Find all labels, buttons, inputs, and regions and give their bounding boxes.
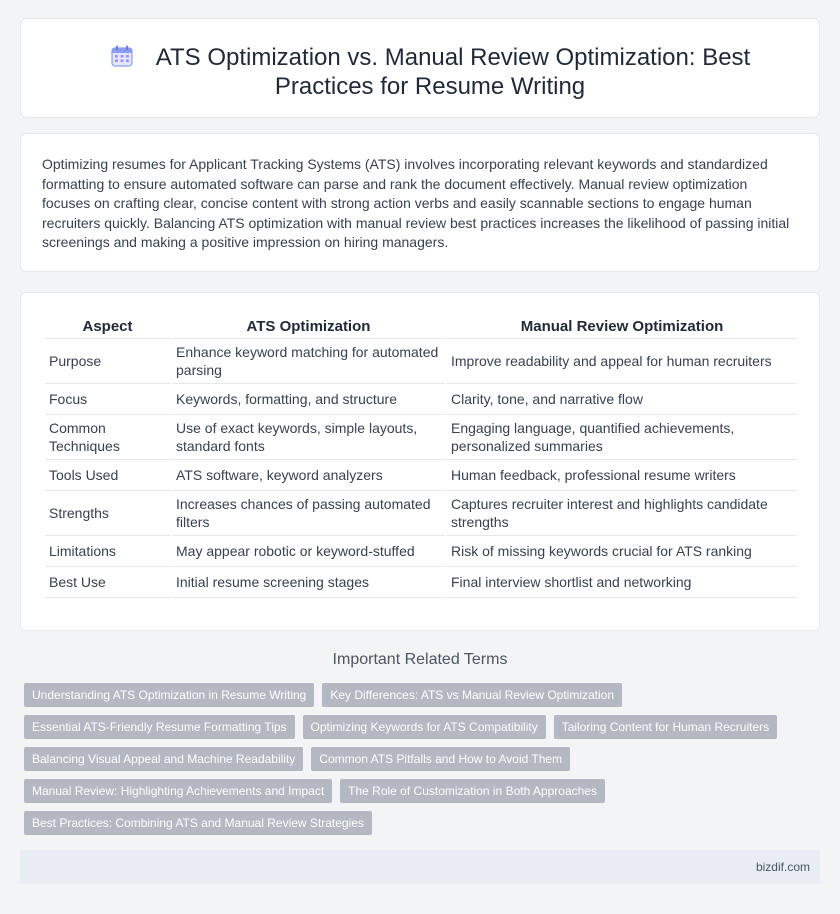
cell-ats: Increases chances of passing automated filters	[172, 491, 445, 536]
cell-manual: Clarity, tone, and narrative flow	[447, 384, 797, 415]
table-row	[45, 536, 797, 567]
related-terms-list	[24, 683, 816, 835]
footer-site-link[interactable]: bizdif.com	[755, 860, 810, 874]
cell-manual: Final interview shortlist and networking	[447, 567, 797, 598]
related-term-tag[interactable]: Manual Review: Highlighting Achievements and Impact	[24, 779, 332, 803]
page-title-wrapper	[61, 43, 799, 101]
cell-manual: Captures recruiter interest and highlights candidate strengths	[447, 491, 797, 536]
cell-ats: Enhance keyword matching for automated parsing	[172, 339, 445, 384]
intro-card	[20, 133, 820, 272]
related-term-tag[interactable]: Tailoring Content for Human Recruiters	[554, 715, 777, 739]
cell-manual: Human feedback, professional resume writers	[447, 460, 797, 491]
table-row	[45, 415, 797, 460]
cell-manual: Risk of missing keywords crucial for ATS ranking	[447, 536, 797, 567]
intro-paragraph: Optimizing resumes for Applicant Tracking Systems (ATS) involves incorporating relevant keywords and standardized formatting to ensure automated software can parse and rank the document effectively. Manual review optimization focuses on crafting clear, concise content with strong action verbs and easily scannable sections to engage human recruiters quickly. Balancing ATS optimization with manual review best practices increases the likelihood of passing initial screenings and making a positive impression on hiring managers.	[42, 156, 790, 250]
header-card	[20, 18, 820, 118]
header-ats: ATS Optimization	[172, 314, 445, 339]
related-term-tag[interactable]: Common ATS Pitfalls and How to Avoid Them	[311, 747, 570, 771]
comparison-table-card	[20, 292, 820, 631]
cell-ats: ATS software, keyword analyzers	[172, 460, 445, 491]
cell-ats: Use of exact keywords, simple layouts, standard fonts	[172, 415, 445, 460]
table-row	[45, 567, 797, 598]
related-term-tag[interactable]: Best Practices: Combining ATS and Manual Review Strategies	[24, 811, 372, 835]
cell-ats: Initial resume screening stages	[172, 567, 445, 598]
cell-aspect: Focus	[45, 384, 170, 415]
cell-aspect: Common Techniques	[45, 415, 170, 460]
related-term-tag[interactable]: Essential ATS-Friendly Resume Formatting Tips	[24, 715, 295, 739]
related-term-tag[interactable]: Optimizing Keywords for ATS Compatibility	[303, 715, 546, 739]
cell-aspect: Strengths	[45, 491, 170, 536]
header-manual: Manual Review Optimization	[447, 314, 797, 339]
table-row	[45, 460, 797, 491]
cell-manual: Improve readability and appeal for human recruiters	[447, 339, 797, 384]
table-row	[45, 384, 797, 415]
cell-aspect: Tools Used	[45, 460, 170, 491]
related-terms-title: Important Related Terms	[332, 651, 508, 668]
table-header-row	[45, 314, 797, 339]
cell-aspect: Limitations	[45, 536, 170, 567]
related-term-tag[interactable]: Balancing Visual Appeal and Machine Readability	[24, 747, 303, 771]
cell-aspect: Best Use	[45, 567, 170, 598]
cell-manual: Engaging language, quantified achievements, personalized summaries	[447, 415, 797, 460]
cell-ats: May appear robotic or keyword-stuffed	[172, 536, 445, 567]
calendar-icon	[110, 44, 134, 68]
related-term-tag[interactable]: Key Differences: ATS vs Manual Review Optimization	[322, 683, 622, 707]
page-title: ATS Optimization vs. Manual Review Optimization: Best Practices for Resume Writing	[155, 44, 751, 100]
comparison-table	[43, 314, 799, 598]
table-row	[45, 339, 797, 384]
cell-aspect: Purpose	[45, 339, 170, 384]
footer	[20, 850, 820, 884]
related-term-tag[interactable]: The Role of Customization in Both Approaches	[340, 779, 605, 803]
cell-ats: Keywords, formatting, and structure	[172, 384, 445, 415]
related-term-tag[interactable]: Understanding ATS Optimization in Resume Writing	[24, 683, 314, 707]
header-aspect: Aspect	[45, 314, 170, 339]
table-row	[45, 491, 797, 536]
